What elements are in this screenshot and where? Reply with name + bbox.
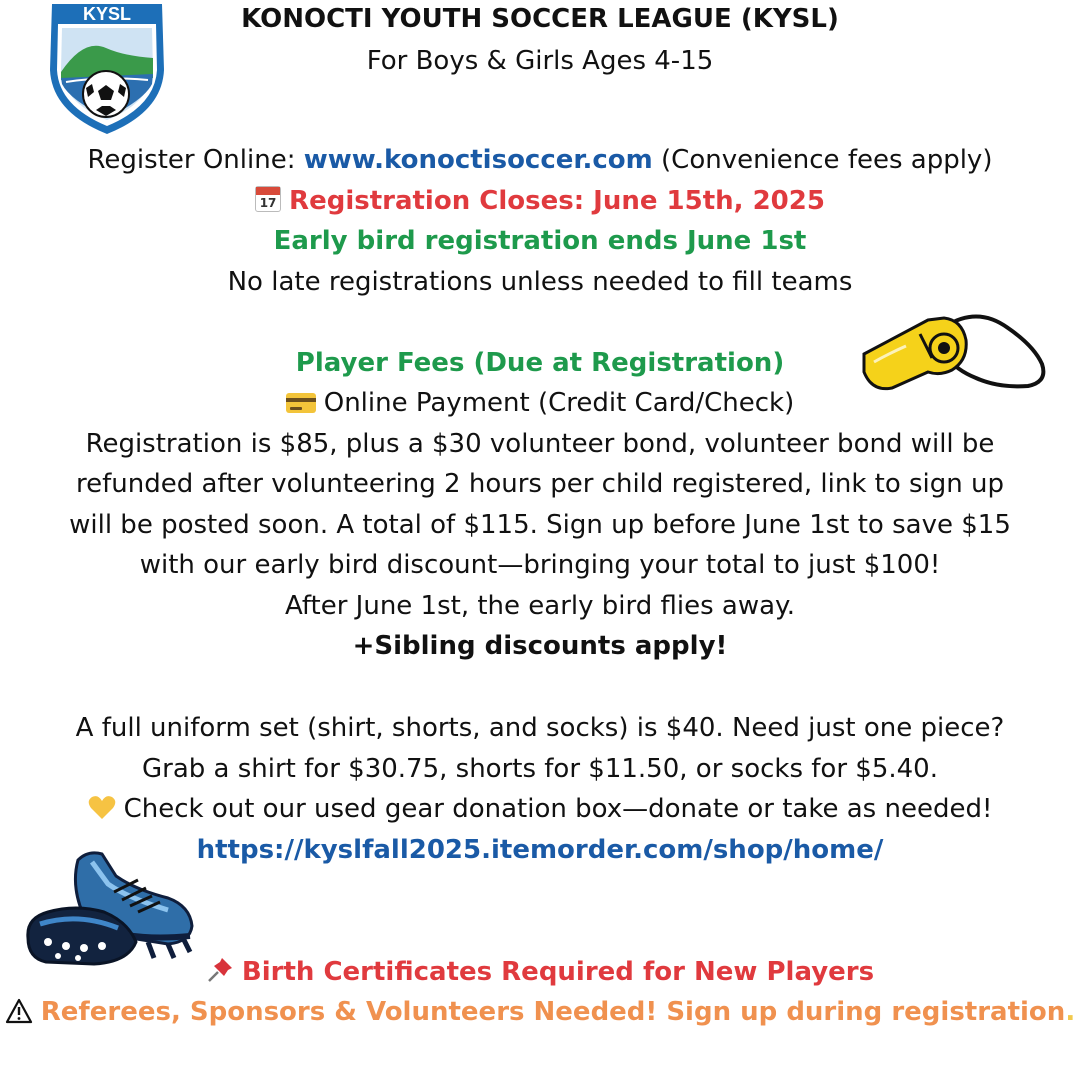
- volunteers-line: [0, 992, 1080, 1032]
- credit-card-icon: [286, 393, 316, 413]
- early-bird-line: Early bird registration ends June 1st: [273, 226, 807, 256]
- register-suffix: (Convenience fees apply): [661, 145, 993, 175]
- page-title: KONOCTI YOUTH SOCCER LEAGUE (KYSL): [241, 4, 839, 34]
- calendar-icon: 17: [255, 186, 281, 212]
- birth-certificate-line: [0, 952, 1080, 992]
- donation-text: Check out our used gear donation box—donate or take as needed!: [123, 794, 993, 824]
- donation-line: [0, 789, 1080, 829]
- fees-text-line: with our early bird discount—bringing your total to just $100!: [139, 550, 941, 580]
- player-fees-heading: Player Fees (Due at Registration): [295, 348, 785, 378]
- svg-text:KYSL: KYSL: [82, 4, 132, 24]
- payment-text: Online Payment (Credit Card/Check): [323, 388, 795, 418]
- fees-text-line: After June 1st, the early bird flies away.: [284, 591, 796, 621]
- fees-text-line: Registration is $85, plus a $30 volunteer bond, volunteer bond will be: [85, 429, 995, 459]
- payment-line: [0, 383, 1080, 423]
- volunteers-period: .: [1065, 997, 1076, 1027]
- uniform-shop-link[interactable]: https://kyslfall2025.itemorder.com/shop/home/: [196, 835, 884, 865]
- yellow-heart-icon: [88, 795, 116, 821]
- register-online-line: [0, 140, 1080, 180]
- registration-closes-line: [0, 181, 1080, 221]
- register-prefix: Register Online:: [87, 145, 296, 175]
- pushpin-icon: [206, 956, 234, 984]
- fees-text-line: refunded after volunteering 2 hours per child registered, link to sign up: [75, 469, 1005, 499]
- late-registration-note: No late registrations unless needed to fill teams: [227, 267, 853, 297]
- registration-closes-text: Registration Closes: June 15th, 2025: [289, 186, 825, 216]
- uniform-text-line: A full uniform set (shirt, shorts, and socks) is $40. Need just one piece?: [75, 713, 1005, 743]
- sibling-discount-text: +Sibling discounts apply!: [352, 631, 728, 661]
- warning-icon: [5, 998, 33, 1024]
- fees-text-line: will be posted soon. A total of $115. Sign up before June 1st to save $15: [69, 510, 1011, 540]
- uniform-text-line: Grab a shirt for $30.75, shorts for $11.50, or socks for $5.40.: [142, 754, 938, 784]
- registration-website-link[interactable]: www.konoctisoccer.com: [303, 145, 653, 175]
- page-subtitle: For Boys & Girls Ages 4-15: [366, 46, 714, 76]
- birth-certificate-text: Birth Certificates Required for New Players: [241, 957, 875, 987]
- volunteers-text: Referees, Sponsors & Volunteers Needed! Sign up during registration: [40, 997, 1066, 1027]
